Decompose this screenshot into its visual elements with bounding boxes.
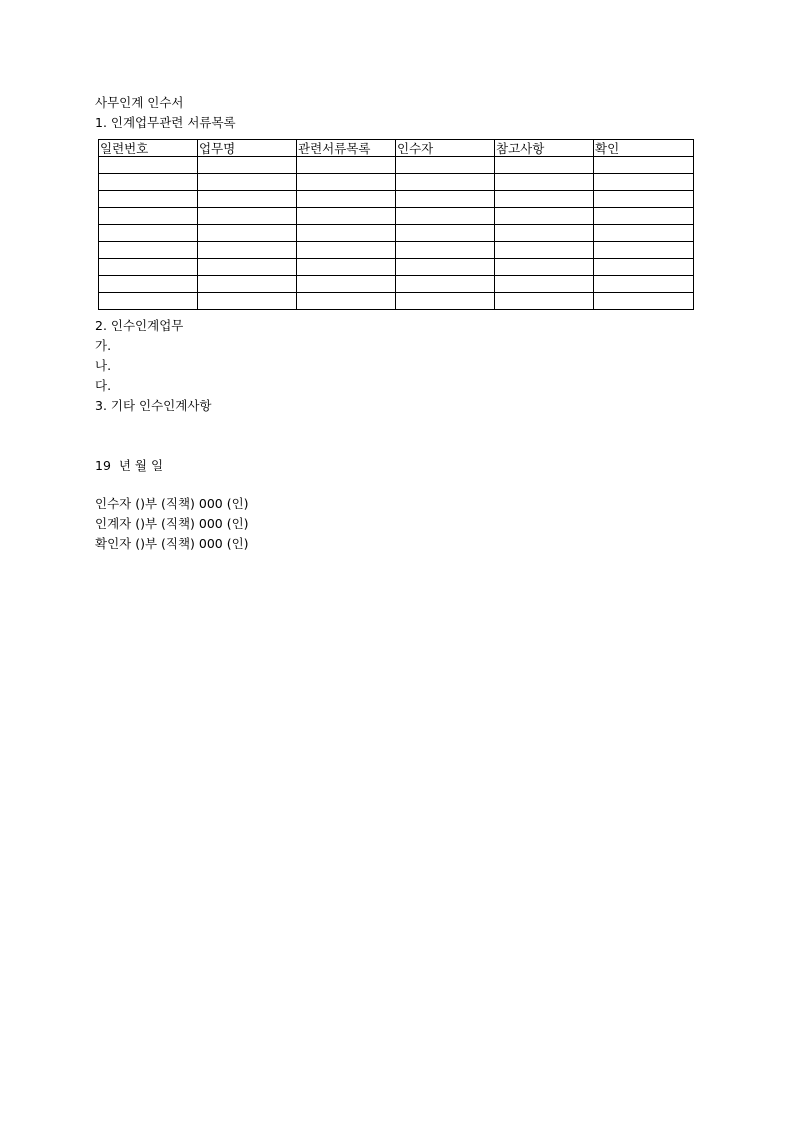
date-line: 19 년 월 일 [95,458,164,473]
table-cell [396,191,495,208]
table-body [99,157,694,310]
table-cell [594,276,694,293]
table-cell [495,225,594,242]
table-row [99,259,694,276]
table-cell [594,225,694,242]
list-item-na: 나. [95,358,112,373]
header-receiver: 인수자 [396,140,495,157]
table-cell [594,259,694,276]
list-item-da: 다. [95,378,112,393]
table-row [99,276,694,293]
table-cell [99,157,198,174]
table-cell [198,191,297,208]
section-3-heading: 3. 기타 인수인계사항 [95,398,212,413]
section-2-heading: 2. 인수인계업무 [95,318,184,333]
document-page [95,93,705,554]
table-cell [594,242,694,259]
header-notes: 참고사항 [495,140,594,157]
table-row [99,191,694,208]
table-cell [396,208,495,225]
table-row [99,225,694,242]
header-related-documents: 관련서류목록 [297,140,396,157]
table-cell [297,242,396,259]
table-cell [297,225,396,242]
table-cell [396,259,495,276]
table-row [99,242,694,259]
header-task-name: 업무명 [198,140,297,157]
table-cell [495,191,594,208]
table-row [99,157,694,174]
table-cell [198,208,297,225]
table-cell [297,157,396,174]
table-cell [198,225,297,242]
table-cell [495,293,594,310]
document-list-table [98,139,694,310]
table-cell [594,174,694,191]
header-serial-number: 일련번호 [99,140,198,157]
table-cell [495,208,594,225]
table-cell [198,174,297,191]
signature-transferor: 인계자 ()부 (직책) 000 (인) [95,516,249,531]
table-cell [594,191,694,208]
table-cell [99,208,198,225]
table-cell [99,225,198,242]
table-cell [198,259,297,276]
table-row [99,208,694,225]
signature-receiver: 인수자 ()부 (직책) 000 (인) [95,496,249,511]
table-cell [495,276,594,293]
table-cell [594,293,694,310]
table-cell [297,191,396,208]
table-cell [99,242,198,259]
table-cell [297,259,396,276]
table-cell [297,293,396,310]
spacer [95,416,705,456]
table-cell [495,259,594,276]
table-cell [198,276,297,293]
table-cell [198,242,297,259]
table-cell [495,242,594,259]
table-cell [99,276,198,293]
table-cell [396,242,495,259]
table-cell [495,174,594,191]
table-cell [396,174,495,191]
table-cell [99,293,198,310]
table-cell [99,174,198,191]
table-cell [99,259,198,276]
table-cell [396,157,495,174]
table-cell [396,293,495,310]
table-row [99,293,694,310]
table-cell [297,174,396,191]
table-cell [594,157,694,174]
header-confirmation: 확인 [594,140,694,157]
spacer [95,476,705,494]
table-row [99,174,694,191]
table-cell [396,276,495,293]
table-cell [198,157,297,174]
table-cell [297,276,396,293]
table-cell [99,191,198,208]
table-header-row [99,140,694,157]
document-title: 사무인계 인수서 [95,95,184,110]
table-cell [198,293,297,310]
table-cell [297,208,396,225]
section-1-heading: 1. 인계업무관련 서류목록 [95,115,236,130]
list-item-ga: 가. [95,338,112,353]
table-cell [495,157,594,174]
table-cell [396,225,495,242]
table-cell [594,208,694,225]
signature-confirmer: 확인자 ()부 (직책) 000 (인) [95,536,249,551]
